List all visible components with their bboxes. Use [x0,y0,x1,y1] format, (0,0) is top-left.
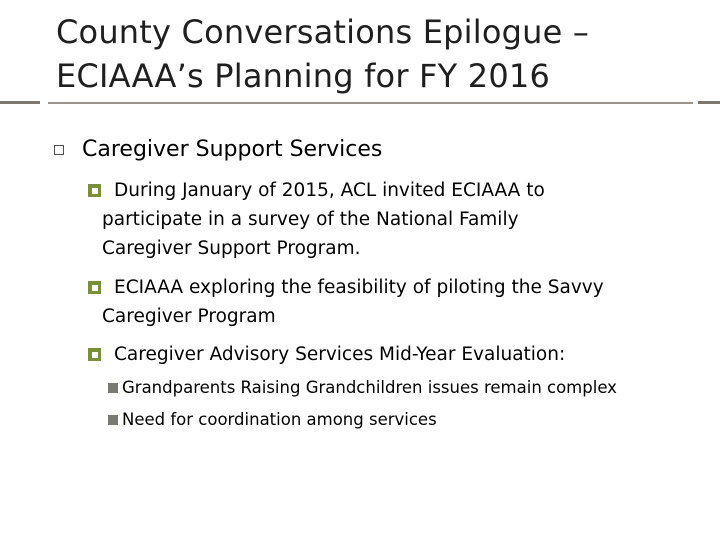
title-rule-left-accent [0,101,40,104]
bullet-line: During January of 2015, ACL invited ECIAAA to [114,180,545,201]
title-line-1: County Conversations Epilogue – [56,13,590,51]
bullet-line: Caregiver Advisory Services Mid-Year Evaluation: [114,344,566,365]
title-rule [48,102,693,104]
square-bullet-icon [88,281,101,294]
title-line-2: ECIAAA’s Planning for FY 2016 [56,57,551,95]
title-rule-right-accent [698,101,720,104]
square-outline-icon [54,145,64,155]
small-square-bullet-icon [108,383,118,393]
bullet-line: Caregiver Program [102,306,276,327]
bullet-text [102,176,545,263]
bullet-line: Caregiver Support Program. [102,238,361,259]
bullet-line: participate in a survey of the National Family [102,209,519,230]
bullet-text: Grandparents Raising Grandchildren issues remain complex [122,378,617,397]
square-bullet-icon [88,184,101,197]
bullet-text: Caregiver Support Services [82,137,383,162]
square-bullet-icon [88,348,101,361]
slide-title [56,10,696,98]
bullet-text [102,273,604,331]
small-square-bullet-icon [108,415,118,425]
bullet-text [114,340,565,369]
bullet-text: Need for coordination among services [122,410,437,429]
bullet-line: ECIAAA exploring the feasibility of piloting the Savvy [114,277,604,298]
